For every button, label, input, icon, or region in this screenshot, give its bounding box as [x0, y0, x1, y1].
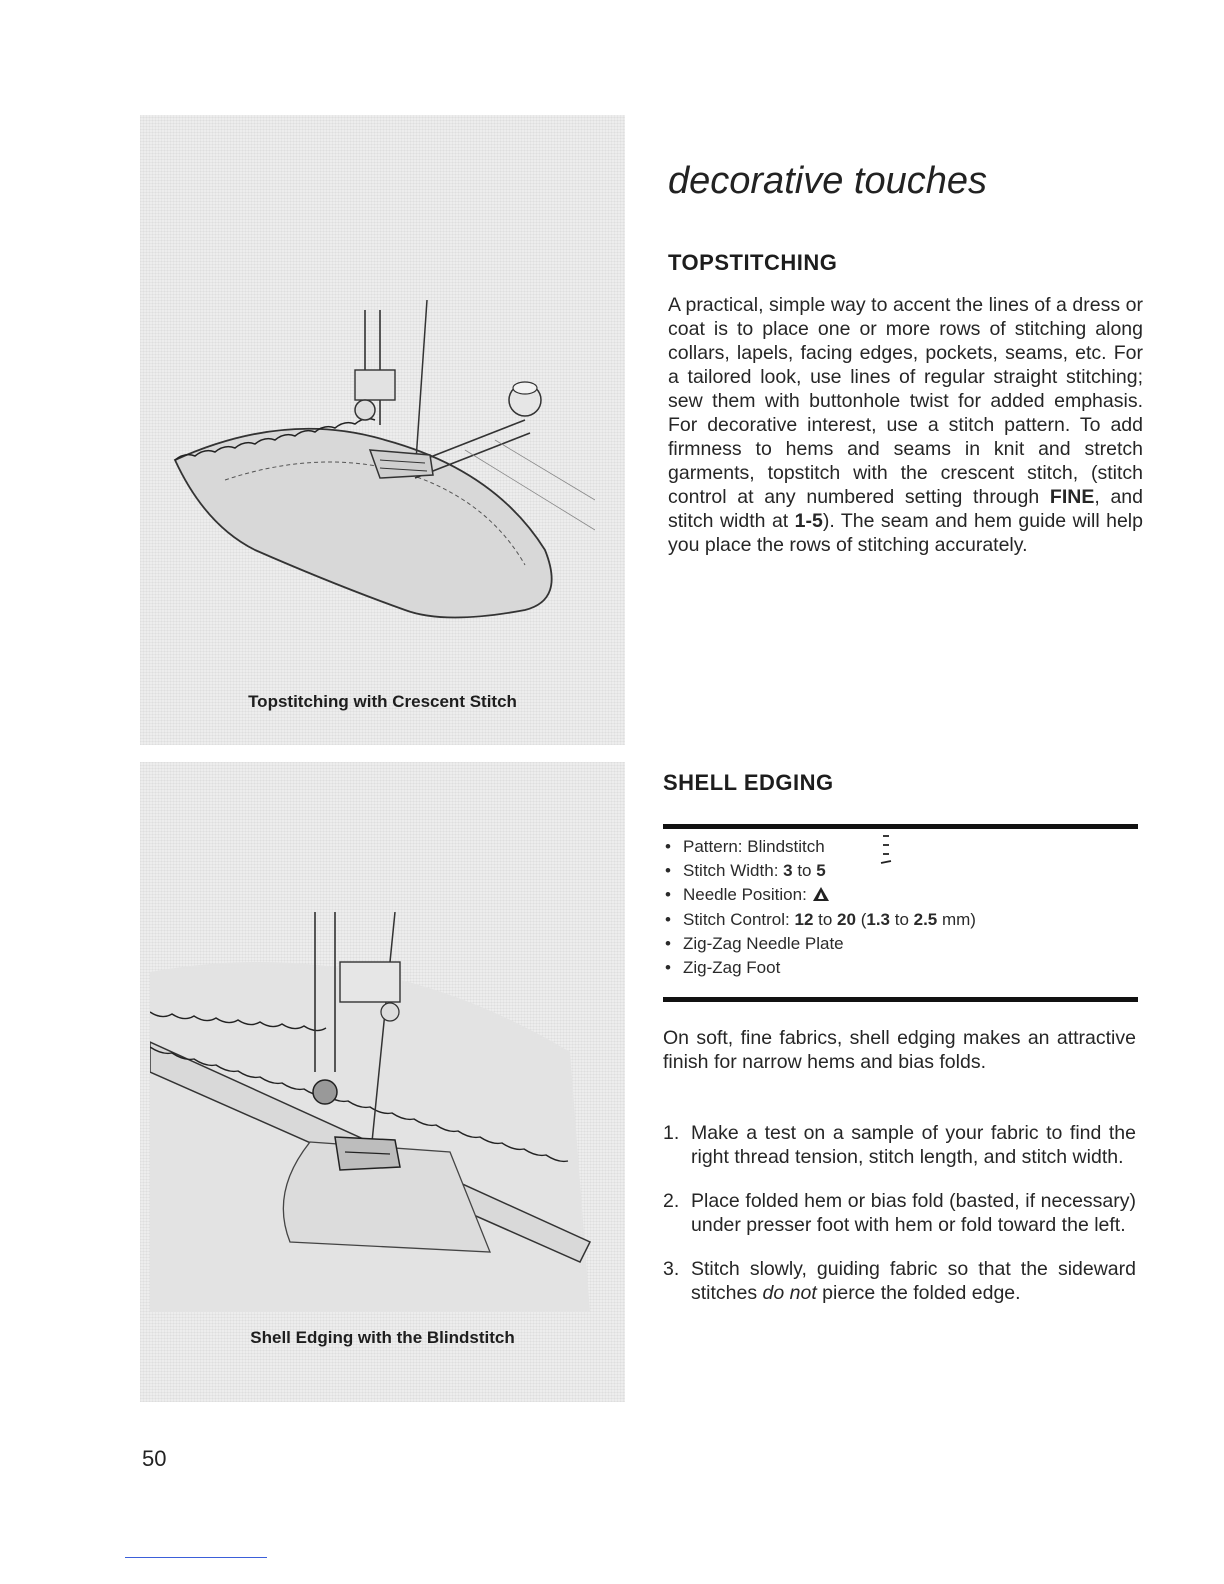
shell-edging-figure	[140, 762, 625, 1402]
topstitching-text-2: , and stitch width at	[668, 486, 1143, 532]
settings-list	[663, 835, 976, 980]
page-title: decorative touches	[668, 160, 987, 202]
spec-foot-text: Zig-Zag Foot	[683, 958, 781, 978]
topstitching-figure	[140, 115, 625, 745]
bottom-link-line	[125, 1557, 267, 1558]
shell-edging-intro: On soft, fine fabrics, shell edging makes an attractive finish for narrow hems and bias folds.	[663, 1027, 1136, 1073]
topstitching-text-1: A practical, simple way to accent the lines of a dress or coat is to place one or more rows of stitching along collars, lapels, facing edges, pockets, seams, etc. For a tailored look, use lines of regular straight stitching; sew them with buttonhole twist for added emphasis. For decorative interest, use a stitch pattern. To add firmness to hems and seams in knit and stretch garments, topstitch with the crescent stitch, (stitch control at any numbered setting through	[668, 294, 1143, 508]
step-text: Make a test on a sample of your fabric to find the right thread tension, stitch length, and stitch width.	[691, 1122, 1136, 1168]
bottom-figure-caption: Shell Edging with the Blindstitch	[250, 1328, 515, 1347]
spec-width-to: 5	[816, 861, 826, 881]
step-number: 1.	[663, 1122, 680, 1144]
topstitching-illustration	[165, 300, 595, 640]
step-item	[663, 1121, 1136, 1169]
topstitching-paragraph	[668, 293, 1143, 557]
spec-stitch-control	[663, 908, 976, 932]
spec-control-to-word: to	[813, 909, 838, 929]
spec-stitch-width	[663, 859, 976, 883]
spec-pattern-text: Pattern: Blindstitch	[683, 837, 825, 856]
top-figure-caption: Topstitching with Crescent Stitch	[248, 692, 517, 711]
spec-control-from: 12	[794, 909, 814, 929]
spec-control-to: 20	[837, 909, 856, 929]
topstitching-bold-fine: FINE	[1049, 486, 1095, 508]
step-item	[663, 1257, 1136, 1305]
step-text: Place folded hem or bias fold (basted, if necessary) under presser foot with hem or fold toward the left.	[691, 1190, 1136, 1236]
spec-mm-to: 2.5	[913, 909, 938, 929]
topstitching-text-3: ). The seam and hem guide will help you place the rows of stitching accurately.	[668, 510, 1143, 556]
spec-rule-bottom	[663, 997, 1138, 1002]
spec-foot	[663, 956, 976, 980]
step-item	[663, 1189, 1136, 1237]
topstitching-bold-range: 1-5	[794, 510, 823, 532]
step-text: pierce the folded edge.	[816, 1282, 1021, 1304]
spec-width-to-word: to	[792, 861, 817, 881]
spec-needle-label: Needle Position:	[683, 885, 812, 905]
spec-needle-plate	[663, 932, 976, 956]
step-number: 2.	[663, 1190, 680, 1212]
spec-mm-from: 1.3	[866, 909, 890, 929]
steps-list	[663, 1121, 1136, 1325]
spec-width-label: Stitch Width:	[683, 861, 784, 881]
page-number: 50	[142, 1446, 167, 1471]
shell-edging-illustration	[150, 912, 620, 1312]
topstitching-heading: TOPSTITCHING	[668, 250, 838, 275]
step-number: 3.	[663, 1258, 680, 1280]
spec-control-label: Stitch Control:	[683, 909, 795, 929]
spec-plate-text: Zig-Zag Needle Plate	[683, 933, 844, 953]
needle-position-icon	[812, 886, 830, 902]
shell-edging-heading: SHELL EDGING	[663, 770, 834, 795]
step-text: Stitch slowly, guiding fabric so that the sideward stitches	[691, 1258, 1136, 1304]
spec-rule-top	[663, 824, 1138, 829]
spec-mm-open: (	[855, 909, 867, 929]
spec-mm-close: mm)	[937, 909, 976, 929]
spec-mm-to-word: to	[890, 909, 914, 929]
spec-pattern	[663, 835, 976, 859]
step-emphasis: do not	[762, 1282, 817, 1304]
spec-needle-position	[663, 883, 976, 907]
spec-width-from: 3	[783, 861, 793, 881]
